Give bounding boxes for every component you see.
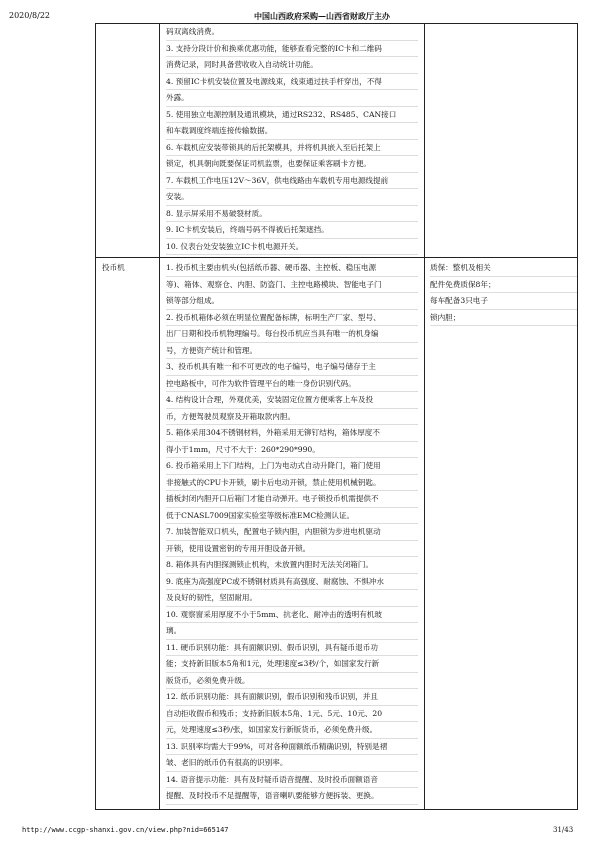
spec-text-line: 消费记录，同时具备营收收入自动统计功能。 — [166, 57, 418, 74]
spec-text-line: 11. 硬币识别功能：具有面额识别、假币识别，具有疑币退币功 — [166, 640, 418, 657]
spec-text-line: 等)、箱体、观察仓、内胆、防盗门、主控电路模块、智能电子门 — [166, 277, 418, 294]
spec-text-line: 5. 使用独立电源控制及通讯模块，通过RS232、RS485、CAN接口 — [166, 107, 418, 124]
spec-text-line: 出厂日期和投币机物理编号。每台投币机应当具有唯一的机身编 — [166, 326, 418, 343]
spec-text-line: 7. 车载机工作电压12V～36V，供电线路由车载机专用电源线提前 — [166, 173, 418, 190]
spec-text-line: 10. 仪表台处安装独立IC卡机电源开关。 — [166, 239, 418, 256]
continued-spec-cell — [166, 24, 418, 255]
spec-text-line: 5. 箱体采用304不锈钢材料，外箱采用无铆钉结构，箱体厚度不 — [166, 425, 418, 442]
spec-text-line: 码双离线消费。 — [166, 24, 418, 41]
spec-table — [95, 23, 578, 810]
spec-text-line: 皱、老旧的纸币仍有很高的识别率。 — [166, 755, 418, 772]
spec-text-line: 能；支持新旧版本5角和1元，处理速度≤3秒/个，如国家发行新 — [166, 656, 418, 673]
spec-text-line: 6. 车载机应安装带锁具的后托架模具，并将机具嵌入至后托架上 — [166, 140, 418, 157]
page-header-title: 中国山西政府采购—山西省财政厅主办 — [254, 11, 390, 21]
spec-text-line: 自动拒收假币和残币；支持新旧版本5角、1元、5元、10元、20 — [166, 706, 418, 723]
item-note-cell — [430, 260, 577, 326]
spec-text-line: 10. 观察窗采用厚度不小于5mm、抗老化、耐冲击的透明有机玻 — [166, 607, 418, 624]
spec-text-line: 4. 预留IC卡机安装位置及电源线束，线束通过扶手杆穿出，不得 — [166, 74, 418, 91]
spec-text-line: 非接触式的CPU卡开锁，刷卡后电动开锁，禁止使用机械钥匙。 — [166, 475, 418, 492]
spec-text-line: 开锁，使用设置密钥的专用开胆设备开锁。 — [166, 541, 418, 558]
item-spec-cell — [166, 260, 418, 805]
spec-text-line: 控电路板中，可作为软件管理平台的唯一身份识别代码。 — [166, 376, 418, 393]
spec-text-line: 锁定，机具朝向既要保证司机监票，也要保证乘客刷卡方便。 — [166, 156, 418, 173]
note-text-line: 质保：整机及相关 — [430, 260, 577, 277]
spec-text-line: 9. IC卡机安装后，终端号码不得被后托架遮挡。 — [166, 222, 418, 239]
spec-text-line: 7. 加装智能双口机头，配置电子锁内胆，内胆锁为步进电机驱动 — [166, 524, 418, 541]
spec-text-line: 及良好的韧性，坚固耐用。 — [166, 590, 418, 607]
spec-text-line: 版货币，必须免费升级。 — [166, 673, 418, 690]
spec-text-line: 1. 投币机主要由机头(包括纸币器、硬币器、主控板、稳压电源 — [166, 260, 418, 277]
spec-text-line: 12. 纸币识别功能：具有面额识别，假币识别和残币识别，并且 — [166, 689, 418, 706]
spec-text-line: 4. 结构设计合理，外观优美，安装固定位置方便乘客上车及投 — [166, 392, 418, 409]
column-divider — [424, 24, 425, 809]
note-text-line: 锁内胆； — [430, 310, 577, 327]
spec-text-line: 6. 投币箱采用上下门结构，上门为电动式自动升降门，箱门使用 — [166, 458, 418, 475]
spec-text-line: 外露。 — [166, 90, 418, 107]
spec-text-line: 13. 识别率均需大于99%，可对各种面额纸币精确识别，特别是褶 — [166, 739, 418, 756]
spec-text-line: 3、投币机具有唯一和不可更改的电子编号，电子编号储存于主 — [166, 359, 418, 376]
spec-text-line: 9. 底座为高强度PC或不锈钢材质具有高强度、耐腐蚀、不惧冲水 — [166, 574, 418, 591]
spec-text-line: 插板封闭内胆开口后箱门才能自动弹开。电子锁投币机需提供不 — [166, 491, 418, 508]
row-divider — [96, 257, 577, 258]
spec-text-line: 2. 投币机箱体必须在明显位置配备标牌，标明生产厂家、型号、 — [166, 310, 418, 327]
item-name: 投币机 — [102, 263, 125, 272]
spec-text-line: 14. 语音提示功能：具有及时疑币语音提醒、及时投币面额语音 — [166, 772, 418, 789]
note-text-line: 配件免费质保8年； — [430, 277, 577, 294]
spec-text-line: 低于CNASL7009国家实验室等级标准EMC检测认证。 — [166, 508, 418, 525]
spec-text-line: 璃。 — [166, 623, 418, 640]
spec-text-line: 号，方便资产统计和管理。 — [166, 343, 418, 360]
spec-text-line: 和车载调度终端连接传输数据。 — [166, 123, 418, 140]
column-divider — [159, 24, 160, 809]
note-text-line: 每车配备3只电子 — [430, 293, 577, 310]
page-number: 31/43 — [553, 826, 574, 834]
spec-text-line: 锁等部分组成。 — [166, 293, 418, 310]
spec-text-line: 8. 显示屏采用不易破裂材质。 — [166, 206, 418, 223]
footer-url: http://www.ccgp-shanxi.gov.cn/view.php?nid=665147 — [22, 826, 229, 834]
spec-text-line: 提醒、及时投币不足提醒等，语音喇叭要能够方便拆装、更换。 — [166, 788, 418, 805]
spec-text-line: 安装。 — [166, 189, 418, 206]
spec-text-line: 8. 箱体具有内胆探测锁止机构，未放置内胆时无法关闭箱门。 — [166, 557, 418, 574]
spec-text-line: 得小于1mm，尺寸不大于：260*290*990。 — [166, 442, 418, 459]
spec-text-line: 币，方便驾驶员观察及开箱取款内胆。 — [166, 409, 418, 426]
spec-text-line: 元，处理速度≤3秒/张，如国家发行新版货币，必须免费升级。 — [166, 722, 418, 739]
spec-text-line: 3. 支持分段计价和换乘优惠功能，能够查看完整的IC卡和二维码 — [166, 41, 418, 58]
print-date: 2020/8/22 — [9, 11, 51, 20]
